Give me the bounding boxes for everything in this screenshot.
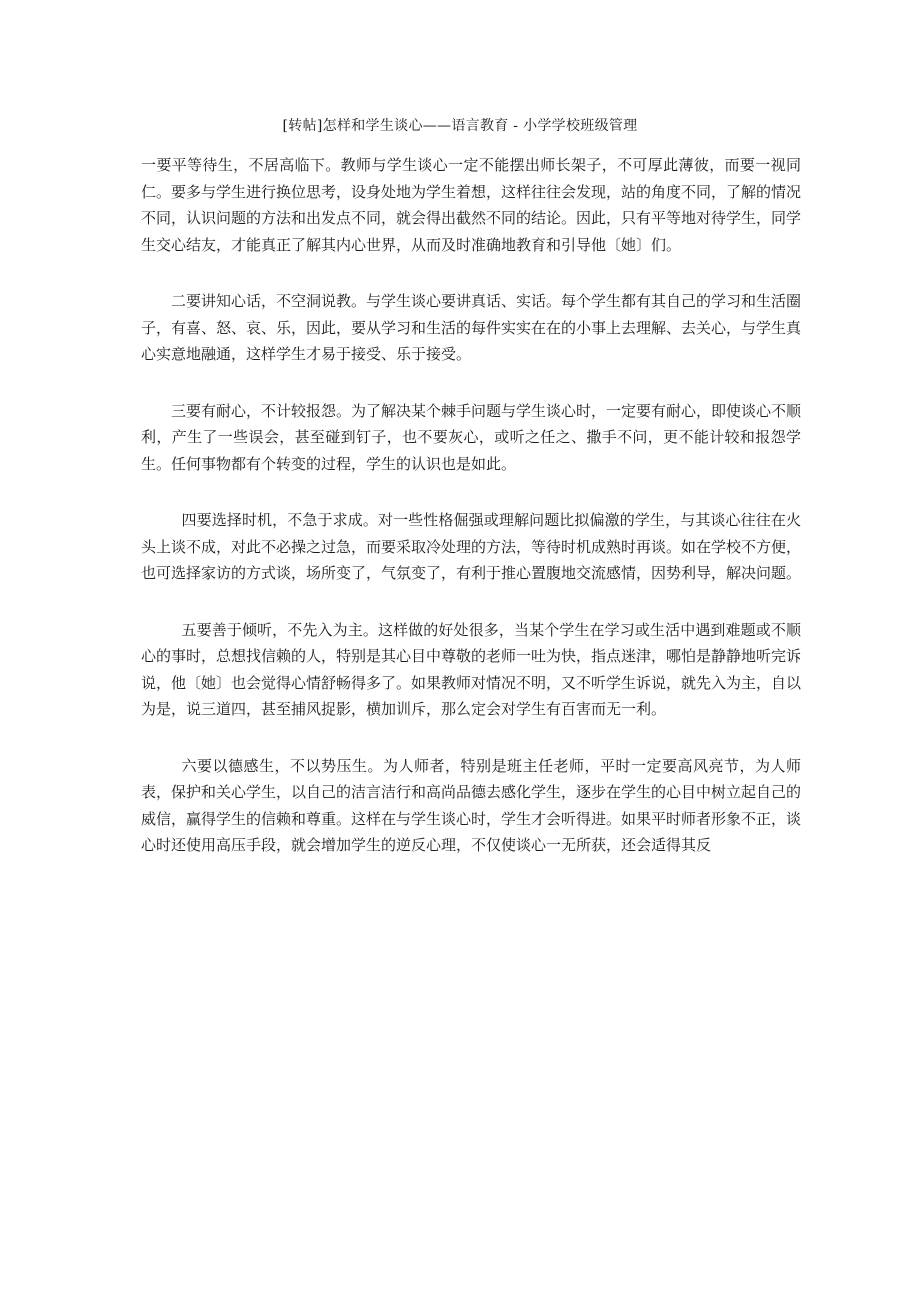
document-title: [转帖]怎样和学生谈心——语言教育 - 小学学校班级管理 [282, 118, 638, 134]
paragraph-1: 一要平等待生，不居高临下。教师与学生谈心一定不能摆出师长架子，不可厚此薄彼，而要一视同仁。要多与学生进行换位思考，设身处地为学生着想，这样往往会发现，站的角度不同，了解的情况不同，认识问题的方法和出发点不同，就会得出截然不同的结论。因此，只有平等地对待学生，同学生交心结友，才能真正了解其内心世界，从而及时准确地教育和引导他〔她〕们。 [141, 156, 802, 254]
paragraph-3: 三要有耐心，不计较报怨。为了解决某个棘手问题与学生谈心时，一定要有耐心，即使谈心不顺利，产生了一些误会，甚至碰到钉子，也不要灰心，或听之任之、撒手不问，更不能计较和报怨学生。任何事物都有个转变的过程，学生的认识也是如此。 [141, 401, 802, 473]
paragraph-5: 五要善于倾听，不先入为主。这样做的好处很多，当某个学生在学习或生活中遇到难题或不顺心的事时，总想找信赖的人，特别是其心目中尊敬的老师一吐为快，指点迷津，哪怕是静静地听完诉说，他〔她〕也会觉得心情舒畅得多了。如果教师对情况不明，又不听学生诉说，就先入为主，自以为是，说三道四，甚至捕风捉影，横加训斥，那么定会对学生有百害而无一利。 [141, 620, 802, 718]
paragraph-2: 二要讲知心话，不空洞说教。与学生谈心要讲真话、实话。每个学生都有其自己的学习和生活圈子，有喜、怒、哀、乐，因此，要从学习和生活的每件实实在在的小事上去理解、去关心，与学生真心实意地融通，这样学生才易于接受、乐于接受。 [141, 292, 802, 363]
paragraph-6: 六要以德感生，不以势压生。为人师者，特别是班主任老师，平时一定要高风亮节，为人师表，保护和关心学生，以自己的洁言洁行和高尚品德去感化学生，逐步在学生的心目中树立起自己的威信，赢得学生的信赖和尊重。这样在与学生谈心时，学生才会听得进。如果平时师者形象不正，谈心时还使用高压手段，就会增加学生的逆反心理，不仅使谈心一无所获，还会适得其反 [141, 756, 802, 854]
document-body [141, 152, 801, 889]
paragraph-4: 四要选择时机，不急于求成。对一些性格倔强或理解问题比拟偏激的学生，与其谈心往往在火头上谈不成，对此不必操之过急，而要采取冷处理的方法，等待时机成熟时再谈。如在学校不方便，也可选择家访的方式谈，场所变了，气氛变了，有利于推心置腹地交流感情，因势利导，解决问题。 [141, 511, 802, 582]
